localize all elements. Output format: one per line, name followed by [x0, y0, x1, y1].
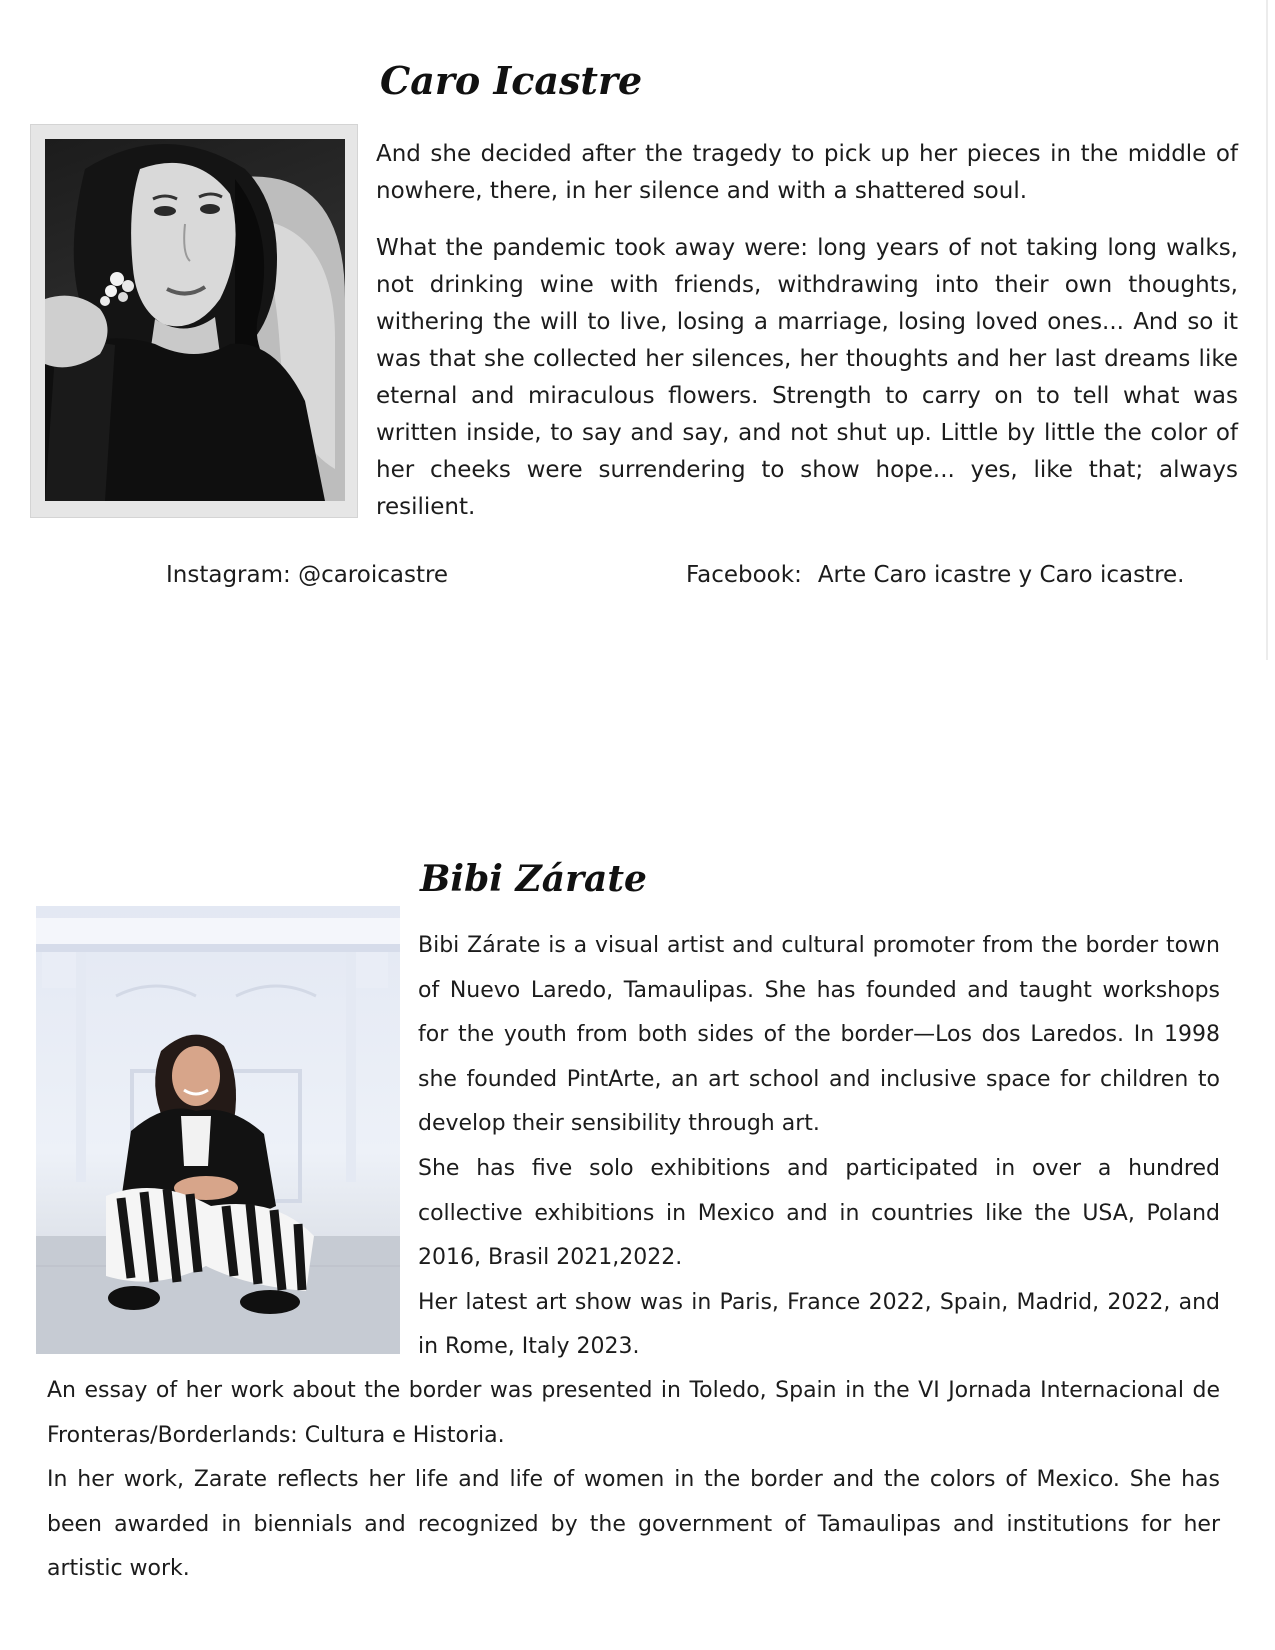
- instagram-handle: Instagram: @caroicastre: [166, 562, 449, 588]
- bio-paragraph: And she decided after the tragedy to pick up her pieces in the middle of nowhere, there, in her silence and with a shattered soul.: [376, 141, 1238, 204]
- page-edge-divider: [1266, 0, 1268, 660]
- facebook-info: [686, 562, 1184, 588]
- bio-paragraph: She has five solo exhibitions and participated in over a hundred collective exhibitions in Mexico and in countries like the USA, Poland 2016, Brasil 2021,2022.: [418, 1155, 1220, 1271]
- bio-text-caro-icastre: [376, 136, 1238, 526]
- portrait-illustration-color: [36, 906, 400, 1354]
- bio-text-bibi-zarate: [418, 924, 1220, 1370]
- portrait-illustration-bw: [45, 139, 345, 501]
- facebook-label: Facebook:: [686, 562, 802, 588]
- bio-paragraph: In her work, Zarate reflects her life and life of women in the border and the colors of Mexico. She has been awarded in biennials and recognized by the government of Tamaulipas and institutions for her artistic work.: [47, 1467, 1220, 1582]
- bio-paragraph: What the pandemic took away were: long years of not taking long walks, not drinking wine with friends, withdrawing into their own thoughts, withering the will to live, losing a marriage, losing loved ones... And so it was that she collected her silences, her thoughts and her last dreams like eternal and miraculous flowers. Strength to carry on to tell what was written inside, to say and say, and not shut up. Little by little the color of her cheeks were surrendering to show hope... yes, like that; always resilient.: [376, 235, 1238, 520]
- artist-name-bibi-zarate: Bibi Zárate: [420, 858, 647, 900]
- bio-text-bibi-zarate-continued: [47, 1369, 1220, 1592]
- bio-paragraph: Bibi Zárate is a visual artist and cultural promoter from the border town of Nuevo Laredo, Tamaulipas. She has founded and taught workshops for the youth from both sides of the border—Los dos Laredos. In 1998 she founded PintArte, an art school and inclusive space for children to develop their sensibility through art.: [418, 933, 1220, 1137]
- bio-paragraph: Her latest art show was in Paris, France 2022, Spain, Madrid, 2022, and in Rome, Italy 2023.: [418, 1289, 1220, 1360]
- facebook-value: Arte Caro icastre y Caro icastre.: [817, 562, 1185, 588]
- portrait-photo-caro-icastre: [45, 139, 345, 501]
- portrait-frame-caro-icastre: [30, 124, 358, 518]
- portrait-photo-bibi-zarate: [36, 906, 400, 1354]
- bio-paragraph: An essay of her work about the border was presented in Toledo, Spain in the VI Jornada Internacional de Fronteras/Borderlands: Cultura e Historia.: [47, 1378, 1220, 1448]
- artist-name-caro-icastre: Caro Icastre: [380, 58, 643, 103]
